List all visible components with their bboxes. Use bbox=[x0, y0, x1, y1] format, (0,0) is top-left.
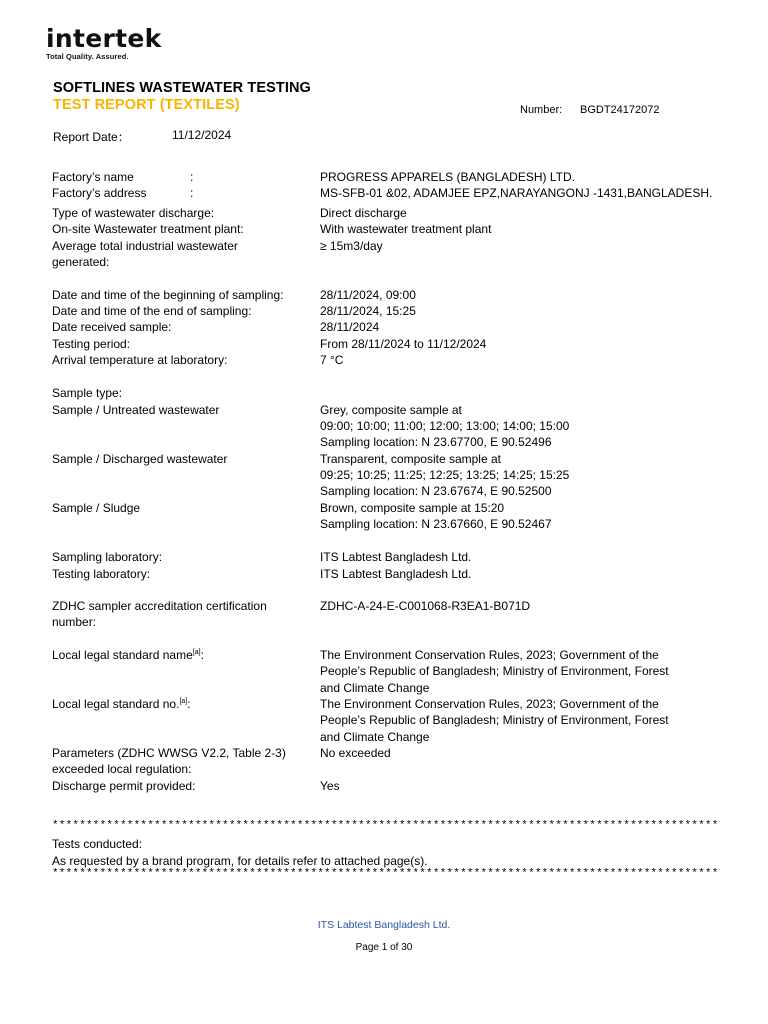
discharged-label: Sample / Discharged wastewater bbox=[52, 452, 228, 466]
legal-name-value-1: The Environment Conservation Rules, 2023; Government of the bbox=[320, 648, 659, 662]
testing-lab-value: ITS Labtest Bangladesh Ltd. bbox=[320, 567, 472, 581]
received-label: Date received sample: bbox=[52, 320, 172, 334]
zdhc-value: ZDHC-A-24-E-C001068-R3EA1-B071D bbox=[320, 599, 531, 613]
untreated-desc: Grey, composite sample at bbox=[320, 403, 462, 417]
received-value: 28/11/2024 bbox=[320, 320, 380, 334]
legal-name-value-2: People’s Republic of Bangladesh; Ministry of Environment, Forest bbox=[320, 664, 669, 678]
legal-no-value-1: The Environment Conservation Rules, 2023; Government of the bbox=[320, 697, 659, 711]
tests-note: As requested by a brand program, for details refer to attached page(s). bbox=[52, 854, 428, 868]
treatment-plant-label: On-site Wastewater treatment plant: bbox=[52, 222, 244, 236]
zdhc-label-2: number: bbox=[52, 615, 97, 629]
sampling-end-value: 28/11/2024, 15:25 bbox=[320, 304, 416, 318]
legal-name-label-wrap bbox=[52, 647, 314, 663]
avg-wastewater-label-1: Average total industrial wastewater bbox=[52, 239, 238, 253]
avg-wastewater-label-2: generated: bbox=[52, 255, 110, 269]
report-date-value: 11/12/2024 bbox=[172, 128, 232, 142]
avg-wastewater-value: ≥ 15m3/day bbox=[320, 239, 383, 253]
legal-no-label: Local legal standard no. bbox=[52, 697, 180, 711]
separator-stars-top: ************************************************************************************************** bbox=[52, 820, 719, 832]
intertek-logo bbox=[46, 25, 196, 61]
discharged-location: Sampling location: N 23.67674, E 90.52500 bbox=[320, 484, 552, 498]
logo-tagline: Total Quality. Assured. bbox=[46, 52, 129, 61]
permit-label: Discharge permit provided: bbox=[52, 779, 196, 793]
sampling-end-label: Date and time of the end of sampling: bbox=[52, 304, 252, 318]
legal-no-colon: : bbox=[187, 697, 191, 711]
legal-no-footnote-ref: [a] bbox=[179, 698, 188, 705]
sample-type-label: Sample type: bbox=[52, 386, 123, 400]
factory-address-value: MS-SFB-01 &02, ADAMJEE EPZ,NARAYANGONJ -1431,BANGLADESH. bbox=[320, 186, 713, 200]
permit-value: Yes bbox=[320, 779, 340, 793]
untreated-location: Sampling location: N 23.67700, E 90.52496 bbox=[320, 435, 552, 449]
arrival-temp-value: 7 °C bbox=[320, 353, 344, 367]
discharged-desc: Transparent, composite sample at bbox=[320, 452, 501, 466]
separator-stars-bottom: ************************************************************************************************** bbox=[52, 868, 719, 880]
sludge-location: Sampling location: N 23.67660, E 90.52467 bbox=[320, 517, 552, 531]
report-number-label: Number: bbox=[520, 104, 563, 116]
factory-name-value: PROGRESS APPARELS (BANGLADESH) LTD. bbox=[320, 170, 575, 184]
factory-address-label: Factory’s address bbox=[52, 186, 147, 200]
arrival-temp-label: Arrival temperature at laboratory: bbox=[52, 353, 228, 367]
footer-page-number: Page 1 of 30 bbox=[355, 942, 413, 953]
treatment-plant-value: With wastewater treatment plant bbox=[320, 222, 492, 236]
params-value: No exceeded bbox=[320, 746, 391, 760]
footer-company: ITS Labtest Bangladesh Ltd. bbox=[317, 919, 451, 931]
sampling-begin-label: Date and time of the beginning of sampling: bbox=[52, 288, 284, 302]
factory-name-label: Factory’s name bbox=[52, 170, 134, 184]
sludge-desc: Brown, composite sample at 15:20 bbox=[320, 501, 505, 515]
legal-name-colon: : bbox=[200, 648, 204, 662]
legal-no-value-3: and Climate Change bbox=[320, 730, 430, 744]
legal-name-label: Local legal standard name bbox=[52, 648, 193, 662]
params-label-1: Parameters (ZDHC WWSG V2.2, Table 2-3) bbox=[52, 746, 286, 760]
legal-name-value-3: and Climate Change bbox=[320, 681, 430, 695]
untreated-label: Sample / Untreated wastewater bbox=[52, 403, 220, 417]
factory-name-colon: : bbox=[190, 170, 194, 184]
sampling-lab-label: Sampling laboratory: bbox=[52, 550, 163, 564]
report-number-value: BGDT24172072 bbox=[580, 104, 660, 116]
tests-conducted-label: Tests conducted: bbox=[52, 837, 143, 851]
zdhc-label-1: ZDHC sampler accreditation certification bbox=[52, 599, 267, 613]
untreated-times: 09:00; 10:00; 11:00; 12:00; 13:00; 14:00; 15:00 bbox=[320, 419, 570, 433]
report-date-label: Report Date： bbox=[53, 130, 130, 144]
legal-name-footnote-ref: [a] bbox=[192, 649, 201, 656]
discharged-times: 09:25; 10:25; 11:25; 12:25; 13:25; 14:25; 15:25 bbox=[320, 468, 570, 482]
report-subtitle: TEST REPORT (TEXTILES) bbox=[53, 97, 240, 113]
discharge-type-label: Type of wastewater discharge: bbox=[52, 206, 215, 220]
factory-address-colon: : bbox=[190, 186, 194, 200]
discharge-type-value: Direct discharge bbox=[320, 206, 407, 220]
legal-no-value-2: People’s Republic of Bangladesh; Ministry of Environment, Forest bbox=[320, 713, 669, 727]
sludge-label: Sample / Sludge bbox=[52, 501, 141, 515]
sampling-begin-value: 28/11/2024, 09:00 bbox=[320, 288, 416, 302]
testing-lab-label: Testing laboratory: bbox=[52, 567, 151, 581]
logo-wordmark: intertek bbox=[46, 24, 162, 53]
legal-no-label-wrap bbox=[52, 696, 314, 712]
testing-period-value: From 28/11/2024 to 11/12/2024 bbox=[320, 337, 487, 351]
report-title: SOFTLINES WASTEWATER TESTING bbox=[53, 80, 311, 96]
testing-period-label: Testing period: bbox=[52, 337, 131, 351]
params-label-2: exceeded local regulation: bbox=[52, 762, 192, 776]
sampling-lab-value: ITS Labtest Bangladesh Ltd. bbox=[320, 550, 472, 564]
